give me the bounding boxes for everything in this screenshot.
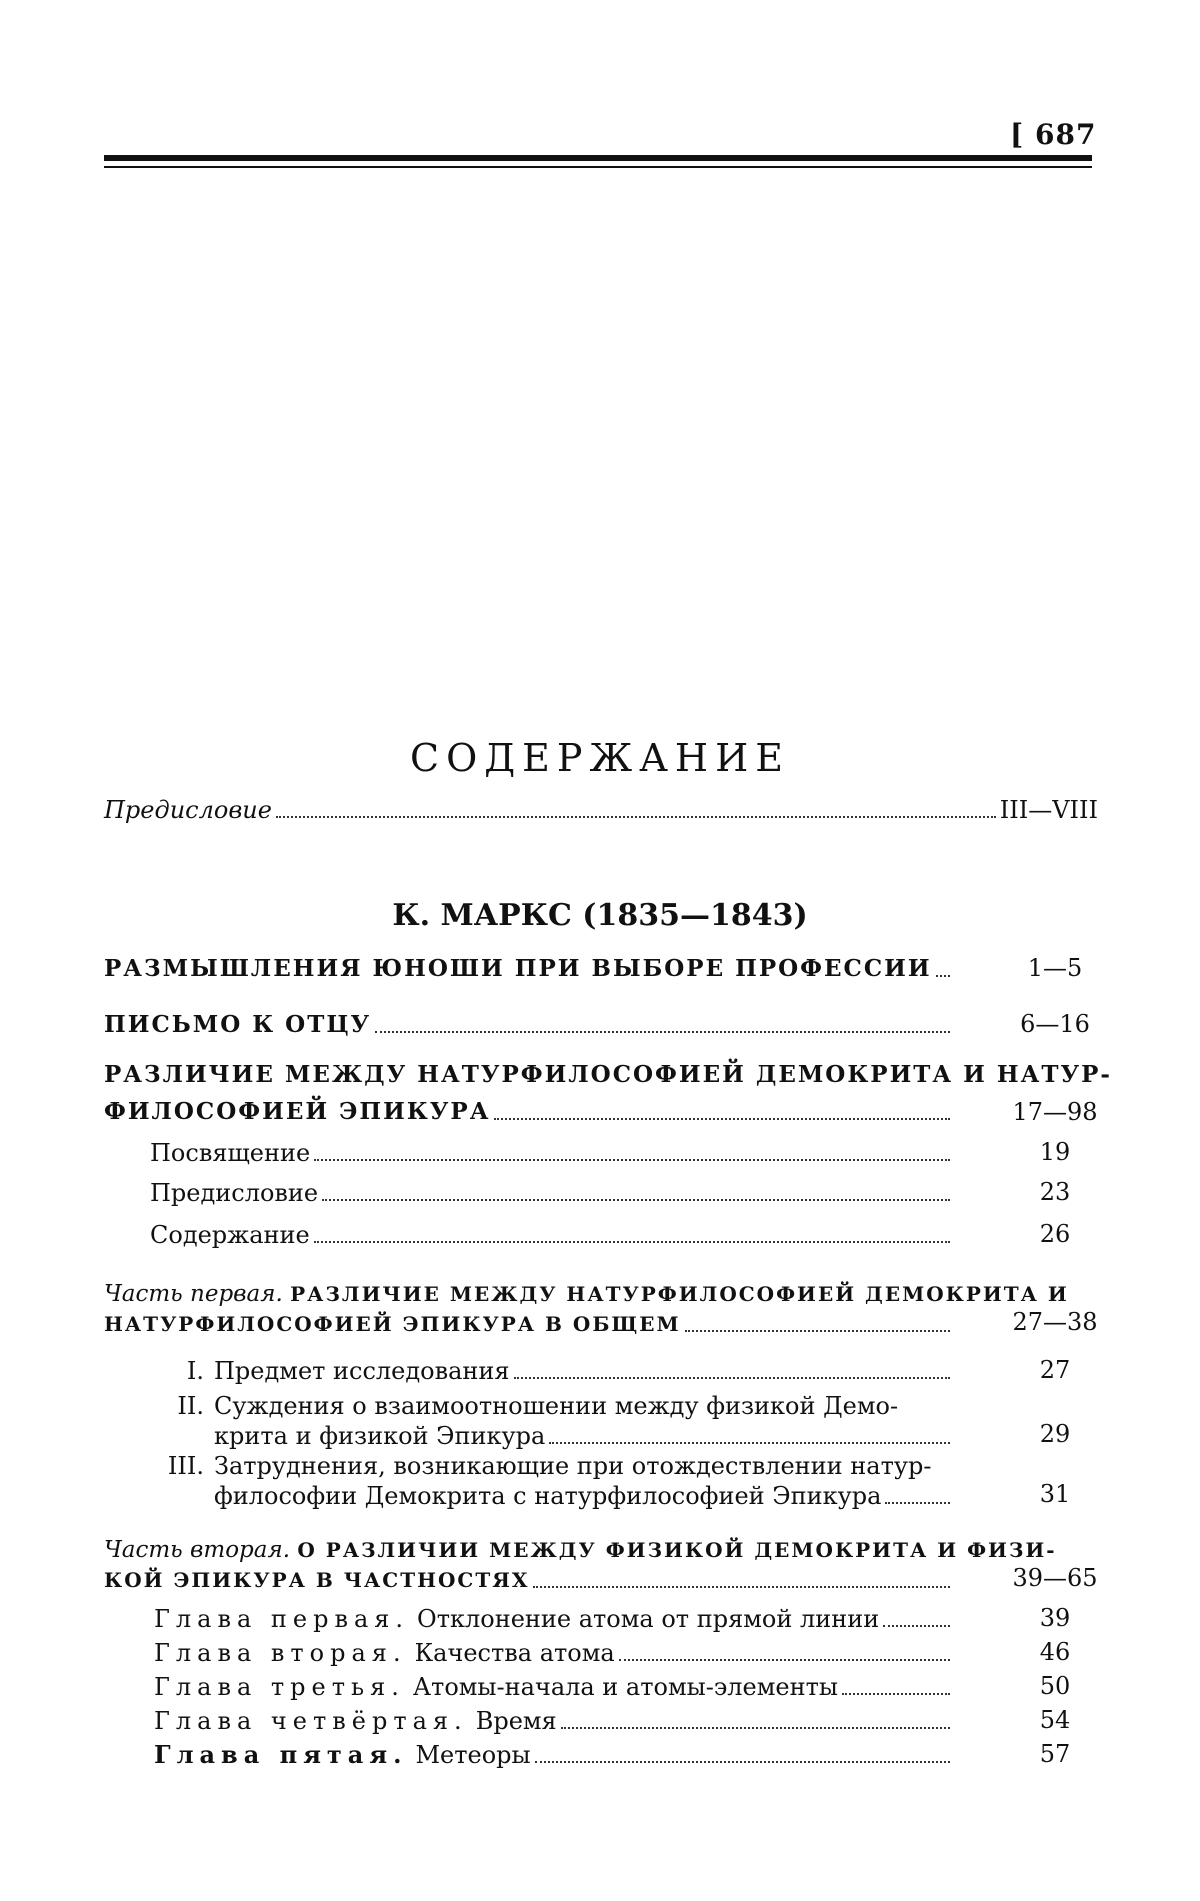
toc-pages: 6—16	[1020, 1010, 1090, 1038]
page-number: [ 687	[1010, 118, 1097, 151]
toc-pages: 27	[1039, 1356, 1071, 1384]
toc-pages: 50	[1039, 1672, 1071, 1700]
toc-label: Содержание	[150, 1221, 310, 1249]
toc-label: ПИСЬМО К ОТЦУ	[104, 1011, 372, 1038]
toc-label: Предмет исследования	[214, 1357, 510, 1385]
toc-pages: 26	[1039, 1220, 1071, 1248]
toc-label-line1: О РАЗЛИЧИИ МЕЖДУ ФИЗИКОЙ ДЕМОКРИТА И ФИЗИ-	[297, 1538, 1057, 1562]
toc-pages: 27—38	[1012, 1308, 1098, 1336]
toc-label: Атомы-начала и атомы-элементы	[412, 1673, 838, 1701]
part-prefix: Часть вторая.	[104, 1537, 291, 1563]
toc-pages: 31	[1039, 1480, 1071, 1508]
toc-pages: 17—98	[1012, 1098, 1098, 1126]
item-number: I.	[186, 1357, 204, 1385]
toc-entry-contents[interactable]	[150, 1220, 954, 1250]
part-prefix: Часть первая.	[104, 1281, 283, 1307]
header-rule-thick	[104, 155, 1092, 161]
toc-label-line2: философии Демокрита с натурфилософией Эпикура	[214, 1482, 882, 1510]
toc-entry-dedication[interactable]	[150, 1138, 954, 1168]
toc-label: РАЗМЫШЛЕНИЯ ЮНОШИ ПРИ ВЫБОРЕ ПРОФЕССИИ	[104, 955, 932, 982]
toc-label-line1: РАЗЛИЧИЕ МЕЖДУ НАТУРФИЛОСОФИЕЙ ДЕМОКРИТА И НАТУР-	[104, 1061, 1112, 1088]
dot-leader	[533, 1586, 950, 1588]
toc-entry-reflections[interactable]	[104, 954, 954, 984]
toc-pages: 1—5	[1027, 954, 1083, 982]
toc-label: Качества атома	[414, 1639, 615, 1667]
toc-label: Отклонение атома от прямой линии	[417, 1605, 880, 1633]
header-rule-thin	[104, 166, 1092, 168]
chapter-prefix: Глава пятая.	[154, 1740, 408, 1769]
toc-entry-chapter-1[interactable]	[154, 1604, 954, 1634]
toc-label: Предисловие	[104, 796, 272, 824]
toc-label-line2: НАТУРФИЛОСОФИЕЙ ЭПИКУРА В ОБЩЕМ	[104, 1312, 681, 1336]
toc-entry-letter[interactable]	[104, 1010, 954, 1040]
chapter-prefix: Глава четвёртая.	[154, 1707, 468, 1735]
dot-leader	[314, 1159, 950, 1161]
dot-leader	[322, 1199, 950, 1201]
toc-label-line1: РАЗЛИЧИЕ МЕЖДУ НАТУРФИЛОСОФИЕЙ ДЕМОКРИТА И	[290, 1282, 1069, 1306]
toc-entry-p1-i[interactable]	[160, 1356, 954, 1386]
dot-leader	[514, 1377, 950, 1379]
dot-leader	[685, 1330, 950, 1332]
dot-leader	[549, 1442, 950, 1444]
toc-label: Время	[475, 1707, 557, 1735]
contents-title: СОДЕРЖАНИЕ	[410, 736, 790, 780]
toc-pages: 19	[1039, 1138, 1071, 1166]
toc-pages: 39	[1039, 1604, 1071, 1632]
item-number: III.	[167, 1452, 204, 1480]
dot-leader	[883, 1625, 950, 1627]
item-number: II.	[177, 1392, 204, 1420]
dot-leader	[619, 1659, 950, 1661]
toc-pages: III—VIII	[999, 796, 1098, 824]
chapter-prefix: Глава третья.	[154, 1673, 405, 1701]
dot-leader	[276, 816, 996, 818]
toc-label: Метеоры	[415, 1741, 531, 1769]
dot-leader	[561, 1727, 950, 1729]
dot-leader	[494, 1118, 950, 1120]
toc-label-line1: Затруднения, возникающие при отождествлении натур-	[214, 1452, 932, 1480]
toc-pages: 29	[1039, 1420, 1071, 1448]
toc-label-line2: КОЙ ЭПИКУРА В ЧАСТНОСТЯХ	[104, 1568, 530, 1592]
toc-label: Предисловие	[150, 1179, 319, 1207]
toc-pages: 23	[1039, 1178, 1071, 1206]
toc-entry-chapter-2[interactable]	[154, 1638, 954, 1668]
toc-label-line1: Суждения о взаимоотношении между физикой Демо-	[214, 1392, 899, 1420]
dot-leader	[314, 1241, 950, 1243]
toc-pages: 57	[1039, 1740, 1071, 1768]
toc-pages: 46	[1039, 1638, 1071, 1666]
dot-leader	[375, 1031, 950, 1033]
toc-label: Посвящение	[150, 1139, 311, 1167]
dot-leader	[936, 975, 950, 977]
toc-entry-foreword[interactable]	[150, 1178, 954, 1208]
dot-leader	[842, 1693, 950, 1695]
toc-entry-p1-ii[interactable]	[160, 1392, 954, 1451]
dot-leader	[885, 1502, 950, 1504]
chapter-prefix: Глава вторая.	[154, 1639, 407, 1667]
author-heading: К. МАРКС (1835—1843)	[392, 898, 808, 933]
toc-pages: 54	[1039, 1706, 1071, 1734]
chapter-prefix: Глава первая.	[154, 1605, 410, 1633]
toc-entry-chapter-3[interactable]	[154, 1672, 954, 1702]
toc-entry-preface[interactable]	[104, 795, 1098, 825]
toc-pages: 39—65	[1012, 1564, 1098, 1592]
toc-label-line2: крита и физикой Эпикура	[214, 1422, 546, 1450]
toc-entry-chapter-5[interactable]	[154, 1740, 954, 1770]
toc-entry-chapter-4[interactable]	[154, 1706, 954, 1736]
toc-label-line2: ФИЛОСОФИЕЙ ЭПИКУРА	[104, 1098, 491, 1125]
dot-leader	[535, 1761, 950, 1763]
toc-entry-p1-iii[interactable]	[160, 1452, 954, 1511]
